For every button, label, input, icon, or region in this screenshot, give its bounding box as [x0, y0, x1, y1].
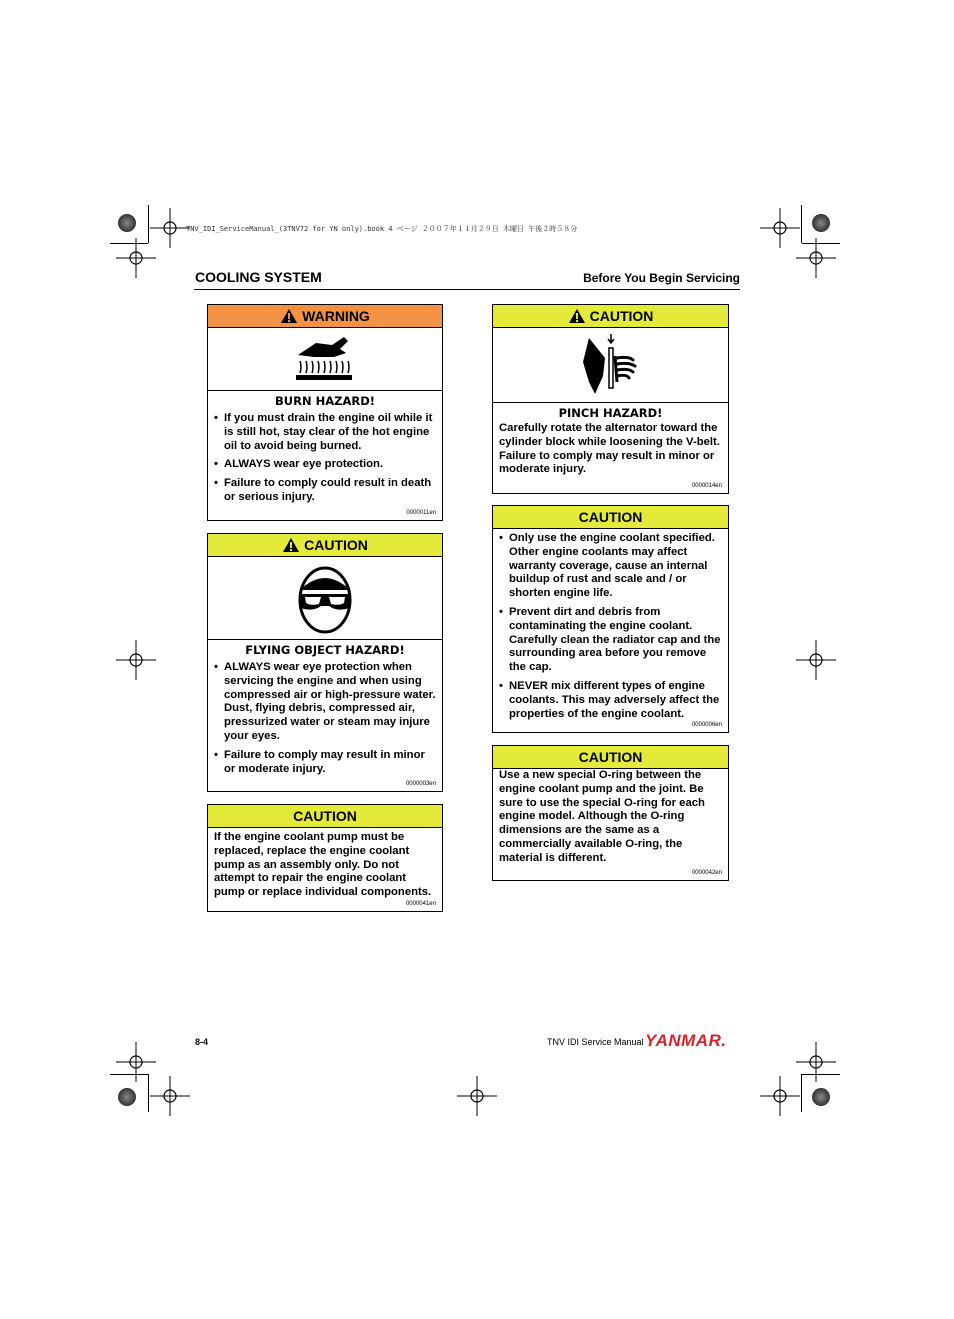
trim-line [148, 1074, 149, 1112]
caution-header [493, 305, 728, 328]
caution-text: Use a new special O-ring between the engine coolant pump and the joint. Be sure to use the special O-ring for each engine model. Although the O-ring dimensions are the same as a commercially available O-ring, the material is different. [499, 769, 705, 864]
bullet-list [208, 412, 442, 505]
header-label: CAUTION [293, 808, 357, 824]
caution-text: Carefully rotate the alternator toward the cylinder block while loosening the V-belt. Failure to comply may result in minor or moderate injury. [499, 422, 720, 476]
message-code: 0000042en [691, 870, 722, 876]
hazard-title: BURN HAZARD! [275, 394, 375, 408]
crosshair-icon [760, 1076, 800, 1116]
message-code: 0000014en [691, 483, 722, 489]
crosshair-icon [457, 1076, 497, 1116]
crosshair-icon [796, 238, 836, 278]
page-number: 8-4 [195, 1037, 209, 1047]
crosshair-icon [796, 1042, 836, 1082]
crosshair-icon [150, 208, 190, 248]
crosshair-icon [116, 238, 156, 278]
registration-dot-icon [812, 1088, 830, 1106]
trim-line [801, 205, 802, 243]
header-label: WARNING [302, 308, 370, 324]
header-label: CAUTION [578, 509, 643, 525]
caution-header [208, 534, 442, 557]
crosshair-icon [760, 208, 800, 248]
warning-triangle-icon [280, 308, 298, 324]
list-item: • NEVER mix different types of engine coolants. This may adversely affect the properties of the engine coolant. [509, 680, 722, 721]
trim-line [110, 243, 148, 244]
header-label: CAUTION [589, 308, 654, 324]
caution-box-o-ring [492, 745, 729, 881]
hazard-title: FLYING OBJECT HAZARD! [245, 643, 405, 657]
bullet-list [493, 532, 728, 721]
message-code: 0000011en [406, 510, 436, 516]
list-item: • ALWAYS wear eye protection when servicing the engine and when using compressed air or high-pressure water. Dust, flying debris, compressed air, pressurized water or steam may injure your eyes. [224, 661, 436, 744]
print-header: TNV_IDI_ServiceManual_(3TNV72 for YN only).book 4 ページ ２００７年１１月２９日 木曜日 午後２時５８分 [186, 225, 578, 233]
caution-box-coolant-pump [207, 804, 443, 912]
hot-surface-hand-icon [294, 335, 356, 383]
pinch-pictogram [493, 328, 728, 403]
caution-box-pinch [492, 304, 729, 494]
caution-header [208, 805, 442, 828]
goggles-pictogram [208, 557, 442, 640]
manual-title: TNV IDI Service Manual [547, 1037, 644, 1047]
list-item: • Prevent dirt and debris from contaminating the engine coolant. Carefully clean the radiator cap and the surrounding area before you remove the cap. [509, 606, 722, 675]
registration-dot-icon [118, 214, 136, 232]
crosshair-icon [116, 640, 156, 680]
header-label: CAUTION [578, 749, 643, 765]
section-title: COOLING SYSTEM [195, 269, 322, 285]
trim-line [802, 1074, 840, 1075]
crosshair-icon [150, 1076, 190, 1116]
list-item: • ALWAYS wear eye protection. [224, 458, 436, 472]
caution-header [493, 746, 728, 769]
section-subtitle: Before You Begin Servicing [583, 271, 740, 285]
caution-box-flying-object [207, 533, 443, 792]
warning-box-burn [207, 304, 443, 521]
trim-line [802, 243, 840, 244]
crosshair-icon [796, 640, 836, 680]
trim-line [148, 205, 149, 243]
hazard-title: PINCH HAZARD! [558, 406, 663, 420]
list-item: • Failure to comply could result in death or serious injury. [224, 477, 436, 505]
message-code: 0000006en [691, 722, 722, 728]
burn-pictogram [208, 328, 442, 391]
caution-header [493, 506, 728, 529]
list-item: • Failure to comply may result in minor or moderate injury. [224, 749, 436, 777]
list-item: • Only use the engine coolant specified. Other engine coolants may affect warranty coverage, cause an internal buildup of rust and scale and / or shorten engine life. [509, 532, 722, 601]
warning-triangle-icon [568, 308, 586, 324]
warning-header [208, 305, 442, 328]
registration-dot-icon [812, 214, 830, 232]
trim-line [110, 1074, 148, 1075]
pinch-hand-icon [581, 332, 641, 398]
safety-goggles-face-icon [295, 562, 355, 634]
trim-line [801, 1074, 802, 1112]
caution-text: If the engine coolant pump must be replaced, replace the engine coolant pump as an assembly only. Do not attempt to repair the engine coolant pump or replace individual components. [214, 831, 432, 899]
header-rule [194, 289, 740, 290]
list-item: • If you must drain the engine oil while it is still hot, stay clear of the hot engine oil to avoid being burned. [224, 412, 436, 453]
message-code: 0000003en [405, 781, 436, 787]
warning-triangle-icon [282, 537, 300, 553]
caution-box-coolant [492, 505, 729, 733]
yanmar-logo: YANMAR. [645, 1031, 727, 1050]
message-code: 0000041en [405, 901, 436, 907]
bullet-list [208, 661, 442, 776]
header-label: CAUTION [304, 537, 368, 553]
registration-dot-icon [118, 1088, 136, 1106]
